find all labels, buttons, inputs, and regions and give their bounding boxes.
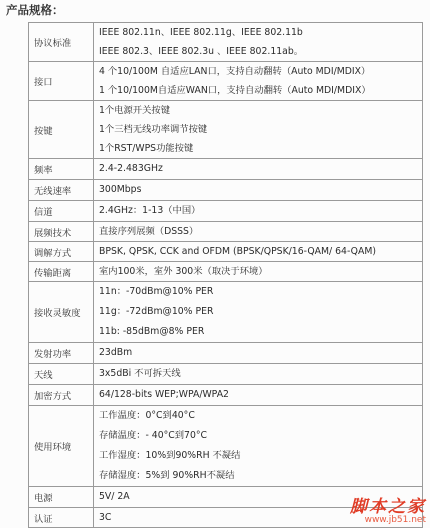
row-label: 接口 bbox=[29, 62, 94, 101]
spec-row-encryption bbox=[29, 385, 423, 406]
spec-row-wireless-rate bbox=[29, 180, 423, 201]
row-value: 23dBm bbox=[99, 347, 133, 358]
row-value: 300Mbps bbox=[99, 184, 142, 195]
row-label: 信道 bbox=[29, 201, 94, 222]
spec-row-antenna bbox=[29, 364, 423, 385]
spec-row-modulation bbox=[29, 242, 423, 262]
row-value: 11b: -85dBm@8% PER bbox=[99, 326, 205, 337]
row-value: 1 个10/100M自适应WAN口，支持自动翻转（Auto MDI/MDIX） bbox=[99, 85, 371, 96]
row-value: 2.4GHz：1-13（中国） bbox=[99, 205, 201, 216]
row-value: 2.4-2.483GHz bbox=[99, 163, 163, 174]
row-label: 加密方式 bbox=[29, 385, 94, 406]
spec-table bbox=[28, 22, 423, 528]
watermark-url: www.jb51.net bbox=[364, 515, 426, 525]
row-value: 工作湿度：10%到90%RH 不凝结 bbox=[99, 450, 241, 461]
watermark bbox=[350, 492, 426, 525]
row-value: 3x5dBi 不可拆天线 bbox=[99, 368, 181, 379]
row-value: 3C bbox=[99, 512, 112, 523]
row-value: 4 个10/100M 自适应LAN口，支持自动翻转（Auto MDI/MDIX） bbox=[99, 66, 371, 77]
row-label: 频率 bbox=[29, 159, 94, 180]
row-value: 64/128-bits WEP;WPA/WPA2 bbox=[99, 389, 229, 400]
watermark-text: 脚本之家 bbox=[350, 497, 426, 517]
row-value: 存储温度：- 40°C到70°C bbox=[99, 430, 208, 441]
row-value: IEEE 802.11n、IEEE 802.11g、IEEE 802.11b bbox=[99, 27, 303, 38]
row-label: 按键 bbox=[29, 101, 94, 159]
row-value: 5V/ 2A bbox=[99, 491, 130, 502]
row-label: 调解方式 bbox=[29, 242, 94, 262]
section-title: 产品规格： bbox=[6, 3, 64, 17]
row-value: 1个RST/WPS功能按键 bbox=[99, 143, 194, 154]
row-value: 1个电源开关按键 bbox=[99, 105, 170, 116]
spec-row-frequency bbox=[29, 159, 423, 180]
row-value: 工作温度：0°C到40°C bbox=[99, 410, 195, 421]
row-value: 11n：-70dBm@10% PER bbox=[99, 286, 214, 297]
spec-row-tx-power bbox=[29, 343, 423, 364]
row-label: 认证 bbox=[29, 508, 94, 528]
row-label: 电源 bbox=[29, 487, 94, 508]
row-label: 接收灵敏度 bbox=[29, 282, 94, 343]
spec-row-range bbox=[29, 262, 423, 282]
spec-row-spread-spectrum bbox=[29, 222, 423, 242]
row-value: BPSK, QPSK, CCK and OFDM (BPSK/QPSK/16-QAM/ 64-QAM) bbox=[99, 246, 376, 257]
row-value: 室内100米，室外 300米（取决于环境） bbox=[99, 266, 268, 277]
row-value: 1个三档无线功率调节按键 bbox=[99, 124, 208, 135]
row-value: 11g：-72dBm@10% PER bbox=[99, 306, 214, 317]
row-label: 发射功率 bbox=[29, 343, 94, 364]
spec-row-environment bbox=[29, 406, 423, 487]
row-label: 无线速率 bbox=[29, 180, 94, 201]
row-label: 展频技术 bbox=[29, 222, 94, 242]
spec-row-buttons bbox=[29, 101, 423, 159]
row-label: 使用环境 bbox=[29, 406, 94, 487]
spec-row-sensitivity bbox=[29, 282, 423, 343]
row-label: 天线 bbox=[29, 364, 94, 385]
row-value: 存储湿度：5%到 90%RH不凝结 bbox=[99, 470, 235, 481]
spec-row-protocol bbox=[29, 23, 423, 62]
row-label: 协议标准 bbox=[29, 23, 94, 62]
spec-row-interface bbox=[29, 62, 423, 101]
row-label: 传输距离 bbox=[29, 262, 94, 282]
row-value: 直接序列展频（DSSS） bbox=[99, 226, 199, 237]
spec-row-channel bbox=[29, 201, 423, 222]
row-value: IEEE 802.3、IEEE 802.3u 、IEEE 802.11ab。 bbox=[99, 46, 304, 57]
